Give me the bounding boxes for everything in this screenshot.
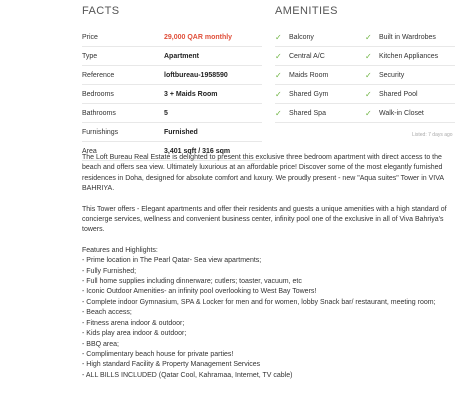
highlight-item: - Fitness arena indoor & outdoor;	[82, 319, 185, 327]
fact-value-type: Apartment	[164, 52, 200, 60]
fact-value-reference: loftbureau-1958590	[164, 71, 228, 79]
fact-value-furnishings: Furnished	[164, 128, 198, 136]
fact-row-furnishings	[82, 123, 262, 142]
highlight-item: - Full home supplies including dinnerware; cutlers; toaster, vacuum, etc	[82, 278, 302, 286]
amenities-row	[275, 85, 455, 104]
amenities-row	[275, 28, 455, 47]
property-description	[82, 153, 462, 381]
amenity-item	[365, 33, 455, 42]
amenity-item	[275, 109, 365, 118]
fact-value-area: 3,401 sqft / 316 sqm	[164, 147, 231, 155]
facts-table	[82, 28, 262, 161]
highlight-item: - Beach access;	[82, 309, 132, 317]
amenity-label: Shared Spa	[289, 109, 326, 117]
amenity-item	[365, 90, 455, 99]
fact-label: Type	[82, 52, 98, 60]
description-paragraph: The Loft Bureau Real Estate is delighted to present this exclusive three bedroom apartment with direct access to the beach and offers sea view. Ultimately luxurious at an affordable price! Discover some of the most elegantly furnished residences in Doha, designed for absolute comfort and luxury. We proudly present - new "Aqua suites" Tower in VIVA BAHRIYA.	[82, 154, 444, 193]
amenities-row	[275, 104, 455, 123]
amenity-label: Kitchen Appliances	[379, 52, 439, 60]
amenity-item	[275, 71, 365, 80]
fact-label: Area	[82, 147, 97, 155]
fact-value-bathrooms: 5	[164, 109, 168, 117]
description-paragraph: This Tower offers - Elegant apartments and offer their residents and guests a unique amenities with a high standard of concierge services, wellness and convenient business center, infinity pool one of the exclusive in all of Viva Bahriya's towers.	[82, 205, 447, 234]
check-icon: ✓	[275, 51, 282, 61]
check-icon: ✓	[275, 32, 282, 42]
highlight-item: - High standard Facility & Property Management Services	[82, 361, 261, 369]
check-icon: ✓	[275, 70, 282, 80]
amenity-label: Security	[379, 71, 405, 79]
amenity-label: Maids Room	[289, 71, 329, 79]
check-icon: ✓	[275, 89, 282, 99]
amenity-item	[365, 71, 455, 80]
check-icon: ✓	[275, 108, 282, 118]
amenity-label: Shared Pool	[379, 90, 418, 98]
amenity-label: Built in Wardrobes	[379, 33, 436, 41]
listed-date: Listed: 7 days ago	[412, 132, 453, 138]
amenity-item	[275, 52, 365, 61]
fact-label: Bedrooms	[82, 90, 114, 98]
fact-value-price: 29,000 QAR monthly	[164, 33, 233, 41]
amenity-label: Balcony	[289, 33, 314, 41]
check-icon: ✓	[365, 89, 372, 99]
highlight-item: - Fully Furnished;	[82, 267, 137, 275]
highlight-item: - Prime location in The Pearl Qatar- Sea view apartments;	[82, 257, 262, 265]
fact-label: Price	[82, 33, 98, 41]
highlight-item: - Complimentary beach house for private parties!	[82, 350, 234, 358]
check-icon: ✓	[365, 70, 372, 80]
fact-row-price	[82, 28, 262, 47]
fact-value-bedrooms: 3 + Maids Room	[164, 90, 218, 98]
amenity-item	[275, 90, 365, 99]
amenity-label: Walk-in Closet	[379, 109, 424, 117]
amenities-row	[275, 66, 455, 85]
fact-row-type	[82, 47, 262, 66]
amenities-title: AMENITIES	[275, 5, 338, 17]
amenity-label: Central A/C	[289, 52, 325, 60]
amenities-list	[275, 28, 455, 123]
highlights-title: Features and Highlights:	[82, 246, 158, 254]
check-icon: ✓	[365, 32, 372, 42]
fact-row-bathrooms	[82, 104, 262, 123]
fact-label: Reference	[82, 71, 115, 79]
fact-row-reference	[82, 66, 262, 85]
check-icon: ✓	[365, 51, 372, 61]
amenity-item	[365, 109, 455, 118]
amenity-label: Shared Gym	[289, 90, 329, 98]
highlight-item: - BBQ area;	[82, 340, 119, 348]
amenity-item	[365, 52, 455, 61]
highlight-item: - Kids play area indoor & outdoor;	[82, 330, 187, 338]
amenities-row	[275, 47, 455, 66]
highlight-item: - ALL BILLS INCLUDED (Qatar Cool, Kahramaa, Internet, TV cable)	[82, 371, 293, 379]
check-icon: ✓	[365, 108, 372, 118]
amenity-item	[275, 33, 365, 42]
fact-label: Furnishings	[82, 128, 119, 136]
fact-label: Bathrooms	[82, 109, 116, 117]
facts-title: FACTS	[82, 5, 120, 17]
fact-row-bedrooms	[82, 85, 262, 104]
highlight-item: - Complete indoor Gymnasium, SPA & Locker for men and for women, lobby Snack bar/ restaurant, meeting room;	[82, 298, 436, 306]
highlight-item: - Iconic Outdoor Amenities- an infinity pool overlooking to West Bay Towers!	[82, 288, 317, 296]
